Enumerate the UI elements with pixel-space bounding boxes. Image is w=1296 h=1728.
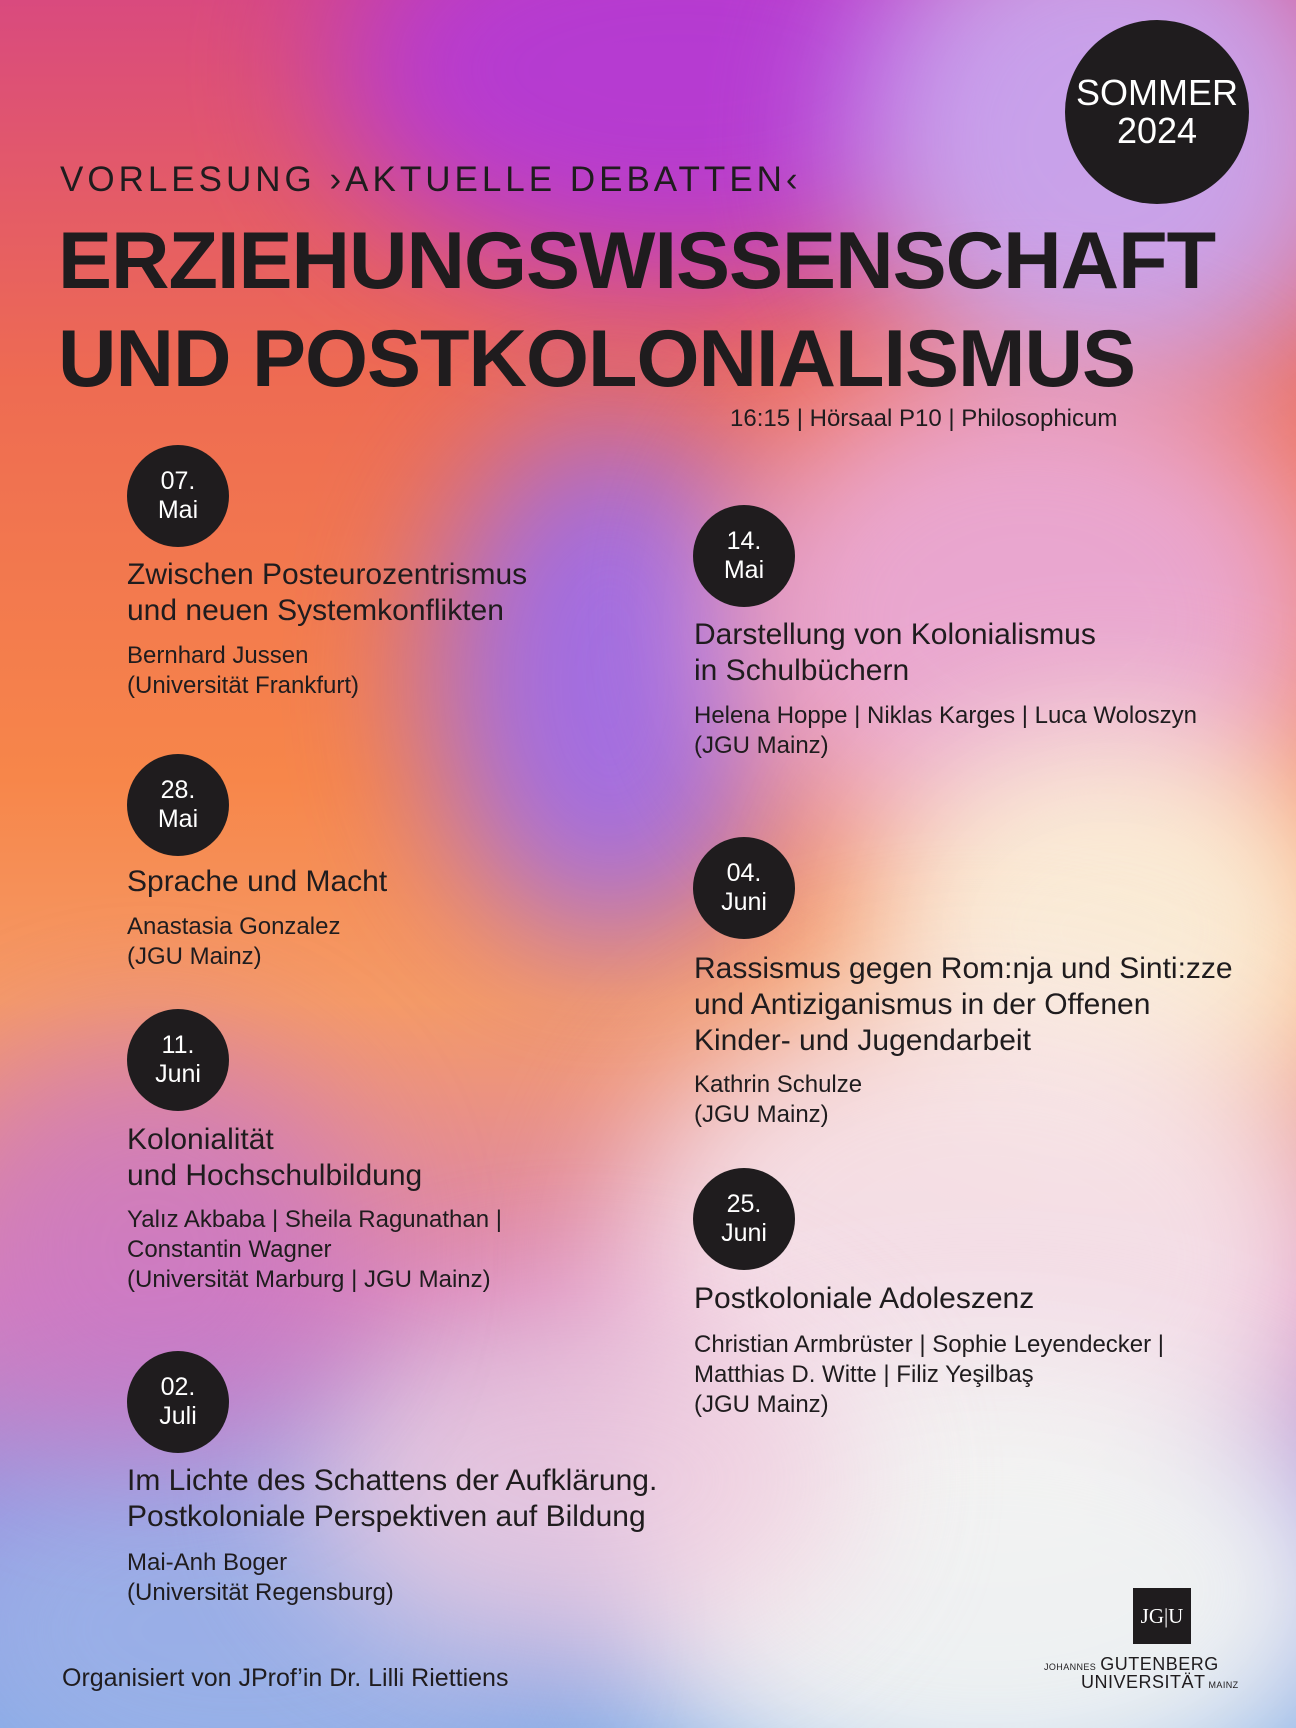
date-month: Mai bbox=[157, 496, 199, 524]
logo-small-bottom: MAINZ bbox=[1208, 1680, 1239, 1690]
date-month: Mai bbox=[157, 805, 199, 833]
logo-name-top: GUTENBERG bbox=[1100, 1654, 1219, 1674]
lecture-title-line: und Antiziganismus in der Offenen bbox=[694, 988, 1151, 1021]
date-day: 28. bbox=[160, 776, 196, 804]
speaker-line: (JGU Mainz) bbox=[127, 943, 262, 970]
lecture-title-line: Postkoloniale Perspektiven auf Bildung bbox=[127, 1500, 646, 1533]
date-month: Juni bbox=[721, 888, 767, 916]
speaker-line: Mai-Anh Boger bbox=[127, 1549, 288, 1576]
date-badge bbox=[693, 1168, 795, 1270]
date-badge bbox=[127, 1351, 229, 1453]
lecture-title-line: Kolonialität bbox=[127, 1123, 274, 1156]
date-badge bbox=[693, 837, 795, 939]
speaker-line: Anastasia Gonzalez bbox=[127, 913, 341, 940]
title-line-2: UND POSTKOLONIALISMUS bbox=[58, 314, 1136, 404]
date-month: Mai bbox=[723, 556, 765, 584]
lecture-speakers bbox=[127, 641, 359, 701]
date-badge bbox=[127, 1009, 229, 1111]
date-day: 02. bbox=[160, 1373, 196, 1401]
lecture-speakers bbox=[127, 912, 340, 972]
lecture-title-line: Im Lichte des Schattens der Aufklärung. bbox=[127, 1464, 658, 1497]
lecture-title-line: Zwischen Posteurozentrismus bbox=[127, 558, 528, 591]
date-month: Juni bbox=[721, 1219, 767, 1247]
speaker-line: (Universität Frankfurt) bbox=[127, 672, 360, 699]
date-day: 04. bbox=[726, 859, 762, 887]
season-label: SOMMER bbox=[1076, 72, 1238, 113]
lecture-title bbox=[127, 1463, 657, 1535]
speaker-line: Yalız Akbaba | Sheila Ragunathan | bbox=[127, 1206, 502, 1233]
lecture-title bbox=[694, 951, 1233, 1059]
date-badge bbox=[127, 445, 229, 547]
speaker-line: (Universität Marburg | JGU Mainz) bbox=[127, 1266, 491, 1293]
logo-name-bottom: UNIVERSITÄT bbox=[1081, 1672, 1206, 1692]
lecture-title bbox=[694, 617, 1096, 689]
date-day: 11. bbox=[161, 1031, 195, 1059]
lecture-speakers bbox=[694, 1330, 1164, 1420]
jgu-mark: JG|U bbox=[1133, 1588, 1191, 1644]
lecture-speakers bbox=[127, 1205, 502, 1295]
date-day: 07. bbox=[160, 467, 196, 495]
speaker-line: (Universität Regensburg) bbox=[127, 1579, 394, 1606]
lecture-speakers bbox=[127, 1548, 394, 1608]
speaker-line: (JGU Mainz) bbox=[694, 732, 829, 759]
date-badge bbox=[693, 505, 795, 607]
date-day: 25. bbox=[726, 1190, 762, 1218]
speaker-line: Bernhard Jussen bbox=[127, 642, 309, 669]
lecture-title-line: und Hochschulbildung bbox=[127, 1159, 423, 1192]
speaker-line: Matthias D. Witte | Filiz Yeşilbaş bbox=[694, 1361, 1034, 1388]
lecture-speakers bbox=[694, 1070, 862, 1130]
time-venue: 16:15 | Hörsaal P10 | Philosophicum bbox=[730, 405, 1118, 432]
title-line-1: ERZIEHUNGSWISSENSCHAFT bbox=[58, 216, 1216, 306]
organizer-credit: Organisiert von JProf’in Dr. Lilli Riettiens bbox=[62, 1664, 509, 1692]
lecture-title-line: Kinder- und Jugendarbeit bbox=[694, 1024, 1031, 1057]
speaker-line: Constantin Wagner bbox=[127, 1236, 332, 1263]
page-title bbox=[58, 212, 1215, 408]
lecture-title-line: Sprache und Macht bbox=[127, 865, 388, 898]
lecture-title-line: in Schulbüchern bbox=[694, 654, 910, 687]
speaker-line: Helena Hoppe | Niklas Karges | Luca Woloszyn bbox=[694, 702, 1197, 729]
date-badge bbox=[127, 754, 229, 856]
lecture-title bbox=[694, 1281, 1034, 1317]
lecture-speakers bbox=[694, 701, 1197, 761]
lecture-title bbox=[127, 864, 387, 900]
lecture-title-line: Postkoloniale Adoleszenz bbox=[694, 1282, 1035, 1315]
season-badge bbox=[1065, 20, 1249, 204]
lecture-title-line: Rassismus gegen Rom:nja und Sinti:zze bbox=[694, 952, 1233, 985]
date-month: Juli bbox=[159, 1402, 197, 1430]
season-year: 2024 bbox=[1116, 110, 1198, 151]
date-day: 14. bbox=[726, 527, 762, 555]
series-kicker: VORLESUNG ›AKTUELLE DEBATTEN‹ bbox=[60, 160, 802, 199]
lecture-title-line: und neuen Systemkonflikten bbox=[127, 594, 504, 627]
logo-text-bottom bbox=[1081, 1672, 1239, 1693]
speaker-line: (JGU Mainz) bbox=[694, 1101, 829, 1128]
date-month: Juni bbox=[155, 1060, 201, 1088]
speaker-line: Kathrin Schulze bbox=[694, 1071, 863, 1098]
lecture-title bbox=[127, 1122, 422, 1194]
speaker-line: Christian Armbrüster | Sophie Leyendecker | bbox=[694, 1331, 1165, 1358]
lecture-title bbox=[127, 557, 527, 629]
logo-small-top: JOHANNES bbox=[1044, 1662, 1097, 1672]
speaker-line: (JGU Mainz) bbox=[694, 1391, 829, 1418]
lecture-title-line: Darstellung von Kolonialismus bbox=[694, 618, 1096, 651]
